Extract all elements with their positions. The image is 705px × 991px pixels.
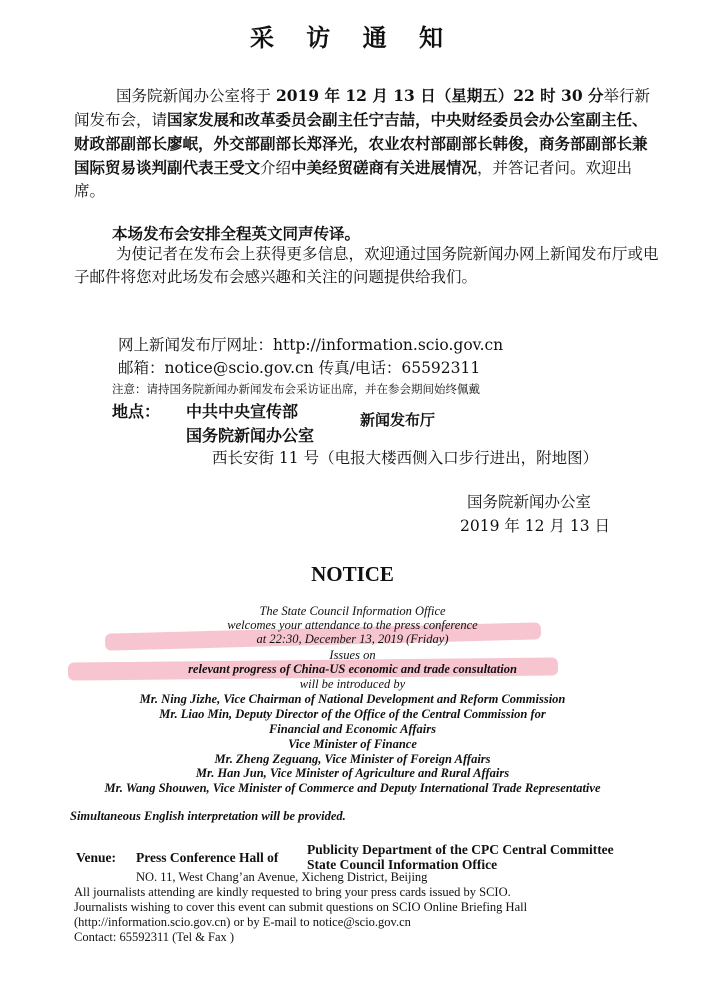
p1-segment: ，并答记者问。欢迎出席。 xyxy=(74,159,633,200)
location-org-1: 中共中央宣传部 xyxy=(186,402,299,421)
email-line: 邮箱：notice@scio.gov.cn 传真/电话：65592311 xyxy=(118,359,481,377)
topic-line: relevant progress of China-US economic and trade consultation xyxy=(188,662,517,676)
paragraph-interpretation-zh: 本场发布会安排全程英文同声传译。 xyxy=(112,224,361,243)
venue-org-1: Publicity Department of the CPC Central Committee xyxy=(307,842,614,857)
speaker-line: Mr. Han Jun, Vice Minister of Agriculture and Rural Affairs xyxy=(195,766,510,780)
location-org-2: 国务院新闻办公室 xyxy=(186,426,315,445)
location-address: 西长安街 11 号（电报大楼西侧入口步行进出，附地图） xyxy=(212,449,599,467)
intro-line-2: welcomes your attendance to the press conference xyxy=(227,618,478,632)
venue-org-2: State Council Information Office xyxy=(307,857,498,872)
p1-segment: 2019 年 12 月 13 日（星期五）22 时 30 分 xyxy=(275,86,604,105)
signature-date: 2019 年 12 月 13 日 xyxy=(460,517,611,535)
p1-segment: 国家发展和改革委员会副主任宁吉喆，中央财经委员会办公室副主任、财政部副部长廖岷，外交部副部长郑泽光，农业农村部副部长韩俊，商务部副部长兼国际贸易谈判副代表王受文 xyxy=(74,110,648,177)
venue-hall: Press Conference Hall of xyxy=(136,850,279,865)
location-hall: 新闻发布厅 xyxy=(360,411,436,429)
introduced-by: will be introduced by xyxy=(299,677,406,691)
footer-line: Journalists wishing to cover this event can submit questions on SCIO Online Briefing Hall xyxy=(74,900,528,914)
footer-line: All journalists attending are kindly requested to bring your press cards issued by SCIO. xyxy=(74,885,511,899)
speaker-line: Mr. Ning Jizhe, Vice Chairman of National Development and Reform Commission xyxy=(139,692,566,706)
speaker-line: Vice Minister of Finance xyxy=(288,737,417,751)
interpretation-note-en: Simultaneous English interpretation will be provided. xyxy=(70,809,346,823)
notice-title-en: NOTICE xyxy=(311,562,394,586)
p1-segment: 国务院新闻办公室将于 xyxy=(116,87,276,105)
speaker-line: Mr. Zheng Zeguang, Vice Minister of Foreign Affairs xyxy=(214,752,491,766)
paragraph-announcement-zh xyxy=(74,84,660,203)
issues-label: Issues on xyxy=(329,648,376,662)
speaker-line: Mr. Liao Min, Deputy Director of the Office of the Central Commission for xyxy=(159,707,546,721)
intro-line-1: The State Council Information Office xyxy=(259,604,446,618)
venue-address: NO. 11, West Chang’an Avenue, Xicheng District, Beijing xyxy=(136,870,428,884)
speaker-line: Financial and Economic Affairs xyxy=(268,722,437,736)
event-time: at 22:30, December 13, 2019 (Friday) xyxy=(256,632,449,646)
website-line: 网上新闻发布厅网址：http://information.scio.gov.cn xyxy=(118,336,504,354)
speaker-line: Mr. Wang Shouwen, Vice Minister of Commerce and Deputy International Trade Representative xyxy=(104,781,601,795)
venue-label: Venue: xyxy=(76,850,117,865)
p1-segment: 介绍 xyxy=(260,159,292,177)
paragraph-questions-zh: 为使记者在发布会上获得更多信息，欢迎通过国务院新闻办网上新闻发布厅或电子邮件将您对此场发布会感兴趣和关注的问题提供给我们。 xyxy=(74,245,659,286)
p1-segment: 中美经贸磋商有关进展情况 xyxy=(291,158,478,177)
signature-org: 国务院新闻办公室 xyxy=(467,493,592,511)
footer-line: (http://information.scio.gov.cn) or by E-mail to notice@scio.gov.cn xyxy=(74,915,411,929)
footer-line: Contact: 65592311 (Tel & Fax ) xyxy=(74,930,235,944)
location-label: 地点： xyxy=(112,402,161,421)
p1-segment: 举行新闻发布会，请 xyxy=(74,87,651,129)
attendance-note: 注意：请持国务院新闻办新闻发布会采访证出席，并在参会期间始终佩戴 xyxy=(112,382,480,396)
notice-title-zh: 采 访 通 知 xyxy=(249,23,456,52)
